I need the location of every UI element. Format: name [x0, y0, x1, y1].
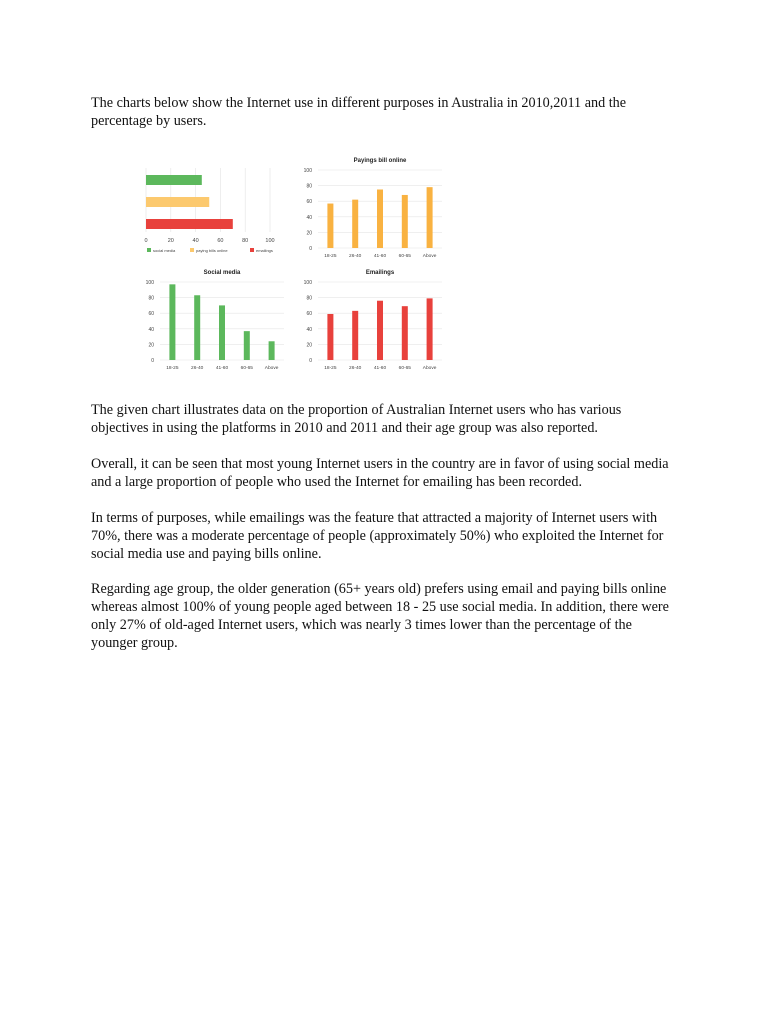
bar-41-60 [219, 305, 225, 360]
bar-26-40 [352, 200, 358, 248]
charts-svg [90, 148, 490, 383]
x-tick-label: 26-40 [349, 366, 362, 371]
legend-swatch [147, 248, 151, 252]
bar-60-65 [402, 195, 408, 248]
bar-18-25 [327, 314, 333, 360]
y-tick-label: 100 [145, 280, 154, 286]
x-tick-label: 60-65 [240, 366, 253, 371]
x-tick-label: 26-40 [191, 366, 204, 371]
x-tick-label: 18-25 [324, 366, 337, 371]
chart-title-2: Social media [203, 270, 241, 276]
bar-41-60 [377, 301, 383, 360]
chart-title-3: Emailings [365, 270, 395, 276]
y-tick-label: 40 [306, 326, 312, 333]
bar-Above [427, 187, 433, 248]
bar-Above [427, 298, 433, 360]
y-tick-label: 80 [306, 183, 312, 190]
intro-paragraph: The charts below show the Internet use in different purposes in Australia in 2010,2011 and the percentage by users. [91, 95, 627, 129]
x-tick-label: 41-60 [215, 366, 229, 371]
x-tick-label: 60-65 [398, 254, 411, 259]
y-tick-label: 60 [148, 311, 154, 318]
bar-Above [269, 341, 275, 360]
y-tick-label: 40 [148, 326, 154, 333]
legend-label: social media [153, 248, 176, 253]
legend-swatch [190, 248, 194, 252]
y-tick-label: 100 [303, 168, 312, 174]
x-tick-label: Above [422, 254, 437, 259]
x-tick-label: 18-25 [324, 254, 337, 259]
charts-figure [90, 148, 490, 383]
y-tick-label: 0 [309, 246, 312, 252]
paragraph-age-group: Regarding age group, the older generation (65+ years old) prefers using email and paying bills online whereas almost 100% of young people aged between 18 - 25 use social media. In addition, there were only 27% of old-aged Internet users, which was nearly 3 times lower than the percentage of the younger group. [91, 581, 669, 651]
h-xtick-label: 80 [242, 238, 249, 244]
y-tick-label: 80 [306, 295, 312, 302]
h-xtick-label: 60 [217, 238, 224, 244]
y-tick-label: 100 [303, 280, 312, 286]
h-bar-paying-bills-online [146, 197, 209, 207]
y-tick-label: 20 [306, 342, 312, 349]
paragraph-overview: The given chart illustrates data on the proportion of Australian Internet users who has various objectives in using the platforms in 2010 and 2011 and their age group was also reported. [91, 402, 622, 436]
bar-26-40 [194, 295, 200, 360]
bar-18-25 [169, 284, 175, 360]
y-tick-label: 80 [148, 295, 154, 302]
y-tick-label: 60 [306, 199, 312, 206]
x-tick-label: Above [422, 366, 437, 371]
legend-label: emailings [256, 248, 273, 253]
h-xtick-label: 0 [144, 238, 148, 244]
h-xtick-label: 100 [265, 238, 275, 244]
bar-60-65 [402, 306, 408, 360]
paragraph-overall: Overall, it can be seen that most young Internet users in the country are in favor of using social media and a large proportion of people who used the Internet for emailing has been recorded. [91, 456, 669, 490]
legend-label: paying bills online [196, 248, 228, 253]
bar-60-65 [244, 331, 250, 360]
h-bar-emailings [146, 219, 233, 229]
x-tick-label: 41-60 [373, 254, 387, 259]
bar-18-25 [327, 204, 333, 248]
legend-swatch [250, 248, 254, 252]
chart-title-1: Payings bill online [353, 158, 407, 164]
x-tick-label: 41-60 [373, 366, 387, 371]
h-xtick-label: 40 [192, 238, 199, 244]
y-tick-label: 20 [306, 230, 312, 237]
x-tick-label: 18-25 [166, 366, 179, 371]
y-tick-label: 40 [306, 214, 312, 221]
x-tick-label: 26-40 [349, 254, 362, 259]
x-tick-label: 60-65 [398, 366, 411, 371]
y-tick-label: 20 [148, 342, 154, 349]
paragraph-purposes: In terms of purposes, while emailings was the feature that attracted a majority of Internet users with 70%, there was a moderate percentage of people (approximately 50%) who exploited the Internet for social media use and paying bills online. [91, 510, 664, 562]
y-tick-label: 0 [309, 358, 312, 364]
bar-41-60 [377, 190, 383, 249]
x-tick-label: Above [264, 366, 279, 371]
y-tick-label: 0 [151, 358, 154, 364]
y-tick-label: 60 [306, 311, 312, 318]
h-xtick-label: 20 [167, 238, 174, 244]
h-bar-social-media [146, 175, 202, 185]
bar-26-40 [352, 311, 358, 360]
